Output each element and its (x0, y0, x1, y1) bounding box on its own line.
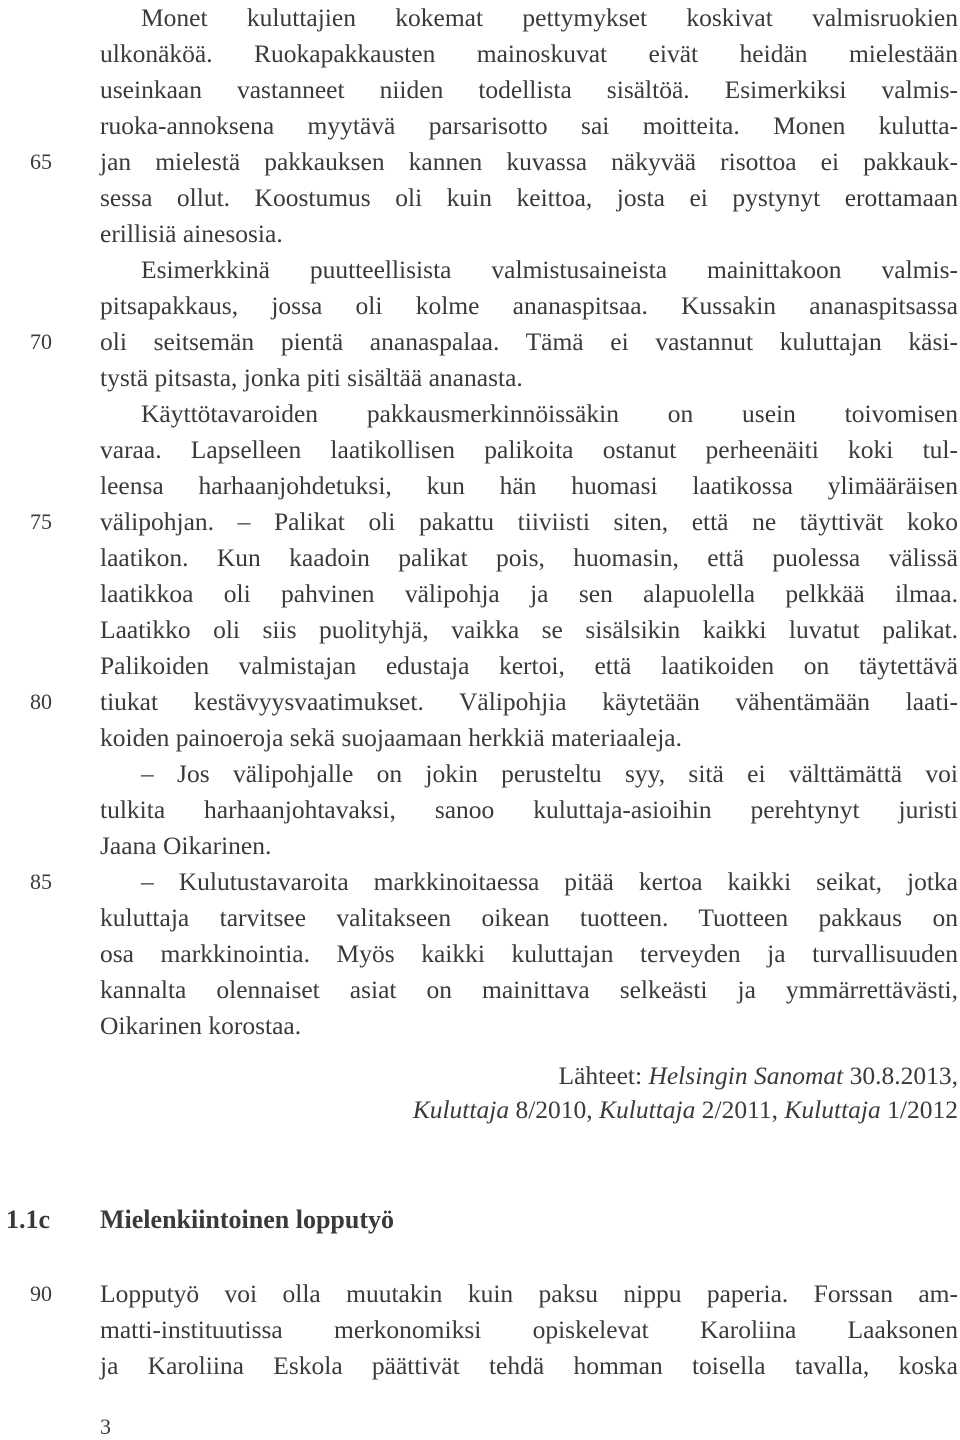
body-line: koiden painoeroja sekä suojaamaan herkkiä materiaaleja. (100, 723, 682, 752)
source-title: Kuluttaja (412, 1095, 510, 1124)
body-line: tiukat kestävyysvaatimukset. Välipohjia käytetään vähentämään laati- (100, 687, 958, 716)
body-line: – Jos välipohjalle on jokin perusteltu syy, sitä ei välttämättä voi (141, 759, 958, 788)
line-number: 70 (30, 329, 52, 354)
body-line: Esimerkkinä puutteellisista valmistusaineista mainittakoon valmis- (141, 255, 958, 284)
body-line: matti-instituutissa merkonomiksi opiskelevat Karoliina Laaksonen (100, 1315, 958, 1344)
body-line: kuluttaja tarvitsee valitakseen oikean tuotteen. Tuotteen pakkaus on (100, 903, 958, 932)
sources-line-1 (100, 1058, 958, 1094)
line-number: 85 (30, 869, 52, 894)
body-line: pitsapakkaus, jossa oli kolme ananaspitsaa. Kussakin ananaspitsassa (100, 291, 958, 320)
source-issue: 1/2012 (880, 1095, 958, 1124)
body-line: Oikarinen korostaa. (100, 1011, 302, 1040)
body-line: kannalta olennaiset asiat on mainittava selkeästi ja ymmärrettävästi, (100, 975, 958, 1004)
body-line: useinkaan vastanneet niiden todellista sisältöä. Esimerkiksi valmis- (100, 75, 958, 104)
line-number: 90 (30, 1281, 52, 1306)
body-line: Laatikko oli siis puolityhjä, vaikka se sisälsikin kaikki luvatut palikat. (100, 615, 958, 644)
source-title: Helsingin Sanomat (648, 1061, 844, 1090)
body-line: osa markkinointia. Myös kaikki kuluttajan terveyden ja turvallisuuden (100, 939, 958, 968)
sources-line-2 (100, 1092, 958, 1128)
body-line: tulkita harhaanjohtavaksi, sanoo kuluttaja-asioihin perehtynyt juristi (100, 795, 958, 824)
body-line: ruoka-annoksena myytävä parsarisotto sai moitteita. Monen kulutta- (100, 111, 958, 140)
section-title: Mielenkiintoinen lopputyö (100, 1205, 394, 1234)
body-line: erillisiä ainesosia. (100, 219, 283, 248)
body-line: laatikon. Kun kaadoin palikat pois, huomasin, että puolessa välissä (100, 543, 958, 572)
body-line: sessa ollut. Koostumus oli kuin keittoa, josta ei pystynyt erottamaan (100, 183, 958, 212)
body-line: tystä pitsasta, jonka piti sisältää ananasta. (100, 363, 523, 392)
body-line: laatikkoa oli pahvinen välipohja ja sen alapuolella pelkkää ilmaa. (100, 579, 958, 608)
body-line: varaa. Lapselleen laatikollisen palikoita ostanut perheenäiti koki tul- (100, 435, 958, 464)
body-line: Lopputyö voi olla muutakin kuin paksu nippu paperia. Forssan am- (100, 1279, 958, 1308)
page-number: 3 (100, 1414, 111, 1439)
body-line: välipohjan. – Palikat oli pakattu tiiviisti siten, että ne täyttivät koko (100, 507, 958, 536)
source-title: Kuluttaja (784, 1095, 881, 1124)
body-line: Monet kuluttajien kokemat pettymykset koskivat valmisruokien (141, 3, 958, 32)
body-line: oli seitsemän pientä ananaspalaa. Tämä ei vastannut kuluttajan käsi- (100, 327, 958, 356)
body-line: Jaana Oikarinen. (100, 831, 272, 860)
source-date: 30.8.2013, (843, 1061, 958, 1090)
body-line: jan mielestä pakkauksen kannen kuvassa näkyvää risottoa ei pakkauk- (100, 147, 958, 176)
body-line: ja Karoliina Eskola päättivät tehdä homman toisella tavalla, koska (100, 1351, 958, 1380)
line-number: 80 (30, 689, 52, 714)
line-number: 65 (30, 149, 52, 174)
body-line: leensa harhaanjohdetuksi, kun hän huomasi laatikossa ylimääräisen (100, 471, 958, 500)
body-line: Käyttötavaroiden pakkausmerkinnöissäkin on usein toivomisen (141, 399, 958, 428)
line-number: 75 (30, 509, 52, 534)
source-title: Kuluttaja (599, 1095, 696, 1124)
source-issue: 2/2011, (695, 1095, 785, 1124)
source-issue: 8/2010, (509, 1095, 600, 1124)
section-number: 1.1c (6, 1205, 51, 1234)
body-line: ulkonäköä. Ruokapakkausten mainoskuvat eivät heidän mielestään (100, 39, 958, 68)
body-line: Palikoiden valmistajan edustaja kertoi, että laatikoiden on täytettävä (100, 651, 958, 680)
body-line: – Kulutustavaroita markkinoitaessa pitää kertoa kaikki seikat, jotka (141, 867, 958, 896)
sources-label: Lähteet: (558, 1061, 649, 1090)
